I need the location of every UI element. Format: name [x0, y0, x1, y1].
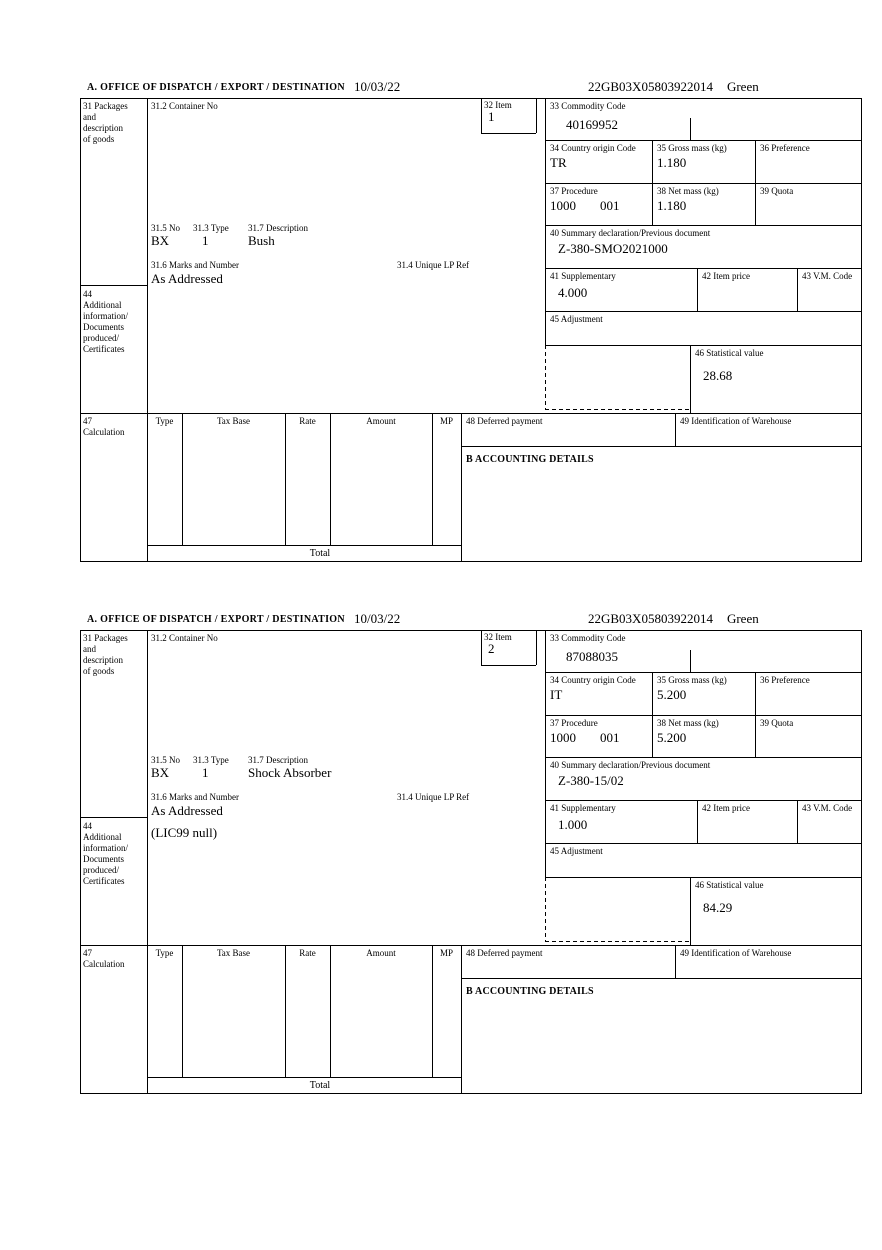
- box34-country-origin-label: 34 Country origin Code: [550, 143, 636, 153]
- routing-status: Green: [726, 611, 759, 626]
- box34-country-origin-label: 34 Country origin Code: [550, 675, 636, 685]
- goods-description-value: Shock Absorber: [248, 765, 332, 780]
- form-grid-lines: [80, 630, 862, 1094]
- declaration-date: 10/03/22: [354, 611, 401, 626]
- box37-procedure-label: 37 Procedure: [550, 718, 598, 728]
- tax-col-amount-header: Amount: [366, 948, 396, 958]
- box31-packages-label: [83, 101, 145, 145]
- box31-3-type-label: 31.3 Type: [193, 223, 229, 233]
- package-type-value: 1: [202, 233, 209, 248]
- box46-statistical-value-label: 46 Statistical value: [695, 348, 764, 358]
- box33-commodity-code-label: 33 Commodity Code: [550, 633, 626, 643]
- box40-summary-declaration-label: 40 Summary declaration/Previous document: [550, 760, 711, 770]
- label-line: Documents: [83, 854, 124, 864]
- label-line: 44: [83, 821, 92, 831]
- procedure-code-value: 1000: [550, 198, 576, 213]
- form-grid-lines: [80, 98, 862, 562]
- box45-adjustment-label: 45 Adjustment: [550, 314, 603, 324]
- box31-packages-label: [83, 633, 145, 677]
- label-line: description: [83, 123, 123, 133]
- previous-document-value: Z-380-15/02: [558, 773, 624, 788]
- office-of-dispatch-label: A. OFFICE OF DISPATCH / EXPORT / DESTINATION: [87, 82, 345, 93]
- label-line: Certificates: [83, 876, 125, 886]
- box42-item-price-label: 42 Item price: [702, 803, 750, 813]
- reference-number: 22GB03X05803922014: [588, 79, 713, 94]
- box45-adjustment-label: 45 Adjustment: [550, 846, 603, 856]
- box31-4-unique-lp-ref-label: 31.4 Unique LP Ref: [397, 260, 470, 270]
- commodity-code-value: 87088035: [566, 649, 618, 664]
- marks-and-numbers-value: As Addressed: [151, 803, 223, 818]
- box32-item-label: 32 Item: [484, 632, 512, 642]
- box43-vm-code-label: 43 V.M. Code: [802, 803, 853, 813]
- box46-statistical-value-label: 46 Statistical value: [695, 880, 764, 890]
- tax-col-rate-header: Rate: [299, 416, 316, 426]
- box48-deferred-payment-label: 48 Deferred payment: [466, 416, 543, 426]
- tax-col-type-header: Type: [155, 416, 174, 426]
- label-line: 31 Packages: [83, 633, 128, 643]
- tax-col-tax-base-header: Tax Base: [216, 948, 251, 958]
- previous-document-value: Z-380-SMO2021000: [558, 241, 668, 256]
- label-line: produced/: [83, 865, 119, 875]
- label-line: produced/: [83, 333, 119, 343]
- declaration-item-section: [80, 610, 862, 1102]
- package-count-value: BX: [151, 233, 170, 248]
- box38-net-mass-label: 38 Net mass (kg): [657, 718, 719, 728]
- package-type-value: 1: [202, 765, 209, 780]
- box39-quota-label: 39 Quota: [760, 718, 794, 728]
- net-mass-value: 1.180: [657, 198, 687, 213]
- box35-gross-mass-label: 35 Gross mass (kg): [657, 675, 727, 685]
- tax-col-rate-header: Rate: [299, 948, 316, 958]
- label-line: of goods: [83, 666, 115, 676]
- box31-6-marks-label: 31.6 Marks and Number: [151, 792, 239, 802]
- box40-summary-declaration-label: 40 Summary declaration/Previous document: [550, 228, 711, 238]
- box49-warehouse-label: 49 Identification of Warehouse: [680, 948, 792, 958]
- label-line: and: [83, 644, 96, 654]
- box43-vm-code-label: 43 V.M. Code: [802, 271, 853, 281]
- label-line: and: [83, 112, 96, 122]
- goods-description-value: Bush: [248, 233, 275, 248]
- declaration-item-section: [80, 78, 862, 570]
- box47-calculation-label: [83, 416, 145, 438]
- total-label: Total: [309, 1080, 331, 1091]
- box33-commodity-code-label: 33 Commodity Code: [550, 101, 626, 111]
- tax-col-type-header: Type: [155, 948, 174, 958]
- box31-4-unique-lp-ref-label: 31.4 Unique LP Ref: [397, 792, 470, 802]
- supplementary-units-value: 4.000: [558, 285, 588, 300]
- label-line: 31 Packages: [83, 101, 128, 111]
- box47-calculation-label: [83, 948, 145, 970]
- label-line: description: [83, 655, 123, 665]
- box35-gross-mass-label: 35 Gross mass (kg): [657, 143, 727, 153]
- box41-supplementary-label: 41 Supplementary: [550, 271, 616, 281]
- box48-deferred-payment-label: 48 Deferred payment: [466, 948, 543, 958]
- label-line: information/: [83, 843, 128, 853]
- procedure-code-value: 1000: [550, 730, 576, 745]
- box39-quota-label: 39 Quota: [760, 186, 794, 196]
- statistical-value: 28.68: [703, 368, 733, 383]
- box32-item-label: 32 Item: [484, 100, 512, 110]
- label-line: 44: [83, 289, 92, 299]
- supplementary-units-value: 1.000: [558, 817, 588, 832]
- box49-warehouse-label: 49 Identification of Warehouse: [680, 416, 792, 426]
- item-number-value: 1: [488, 109, 495, 124]
- statistical-value: 84.29: [703, 900, 733, 915]
- package-count-value: BX: [151, 765, 170, 780]
- box31-5-no-label: 31.5 No: [151, 755, 180, 765]
- label-line: Documents: [83, 322, 124, 332]
- tax-col-mp-header: MP: [439, 416, 453, 426]
- box31-7-description-label: 31.7 Description: [248, 223, 308, 233]
- declaration-date: 10/03/22: [354, 79, 401, 94]
- accounting-details-label: B ACCOUNTING DETAILS: [466, 986, 594, 997]
- box31-2-container-label: 31.2 Container No: [151, 101, 218, 111]
- box36-preference-label: 36 Preference: [760, 143, 810, 153]
- declaration-form: [80, 98, 862, 562]
- marks-and-numbers-value: As Addressed: [151, 271, 223, 286]
- country-origin-value: IT: [550, 687, 563, 702]
- box42-item-price-label: 42 Item price: [702, 271, 750, 281]
- tax-col-tax-base-header: Tax Base: [216, 416, 251, 426]
- box31-7-description-label: 31.7 Description: [248, 755, 308, 765]
- box31-6-marks-label: 31.6 Marks and Number: [151, 260, 239, 270]
- box44-additional-info-label: [83, 821, 145, 887]
- box44-additional-info-label: [83, 289, 145, 355]
- label-line: information/: [83, 311, 128, 321]
- label-line: Certificates: [83, 344, 125, 354]
- label-line: Calculation: [83, 427, 125, 437]
- tax-col-amount-header: Amount: [366, 416, 396, 426]
- commodity-code-value: 40169952: [566, 117, 618, 132]
- gross-mass-value: 1.180: [657, 155, 687, 170]
- label-line: Additional: [83, 300, 122, 310]
- box31-2-container-label: 31.2 Container No: [151, 633, 218, 643]
- procedure-code2-value: 001: [600, 198, 620, 213]
- label-line: 47: [83, 948, 92, 958]
- gross-mass-value: 5.200: [657, 687, 687, 702]
- additional-information-value: (LIC99 null): [151, 825, 218, 840]
- total-label: Total: [309, 548, 331, 559]
- box31-3-type-label: 31.3 Type: [193, 755, 229, 765]
- box38-net-mass-label: 38 Net mass (kg): [657, 186, 719, 196]
- office-of-dispatch-label: A. OFFICE OF DISPATCH / EXPORT / DESTINATION: [87, 614, 345, 625]
- tax-col-mp-header: MP: [439, 948, 453, 958]
- box36-preference-label: 36 Preference: [760, 675, 810, 685]
- declaration-reference: [588, 79, 759, 95]
- declaration-reference: [588, 611, 759, 627]
- procedure-code2-value: 001: [600, 730, 620, 745]
- country-origin-value: TR: [550, 155, 567, 170]
- net-mass-value: 5.200: [657, 730, 687, 745]
- box37-procedure-label: 37 Procedure: [550, 186, 598, 196]
- label-line: of goods: [83, 134, 115, 144]
- routing-status: Green: [726, 79, 759, 94]
- box41-supplementary-label: 41 Supplementary: [550, 803, 616, 813]
- declaration-form: [80, 630, 862, 1094]
- label-line: 47: [83, 416, 92, 426]
- label-line: Calculation: [83, 959, 125, 969]
- label-line: Additional: [83, 832, 122, 842]
- box31-5-no-label: 31.5 No: [151, 223, 180, 233]
- item-number-value: 2: [488, 641, 495, 656]
- reference-number: 22GB03X05803922014: [588, 611, 713, 626]
- accounting-details-label: B ACCOUNTING DETAILS: [466, 454, 594, 465]
